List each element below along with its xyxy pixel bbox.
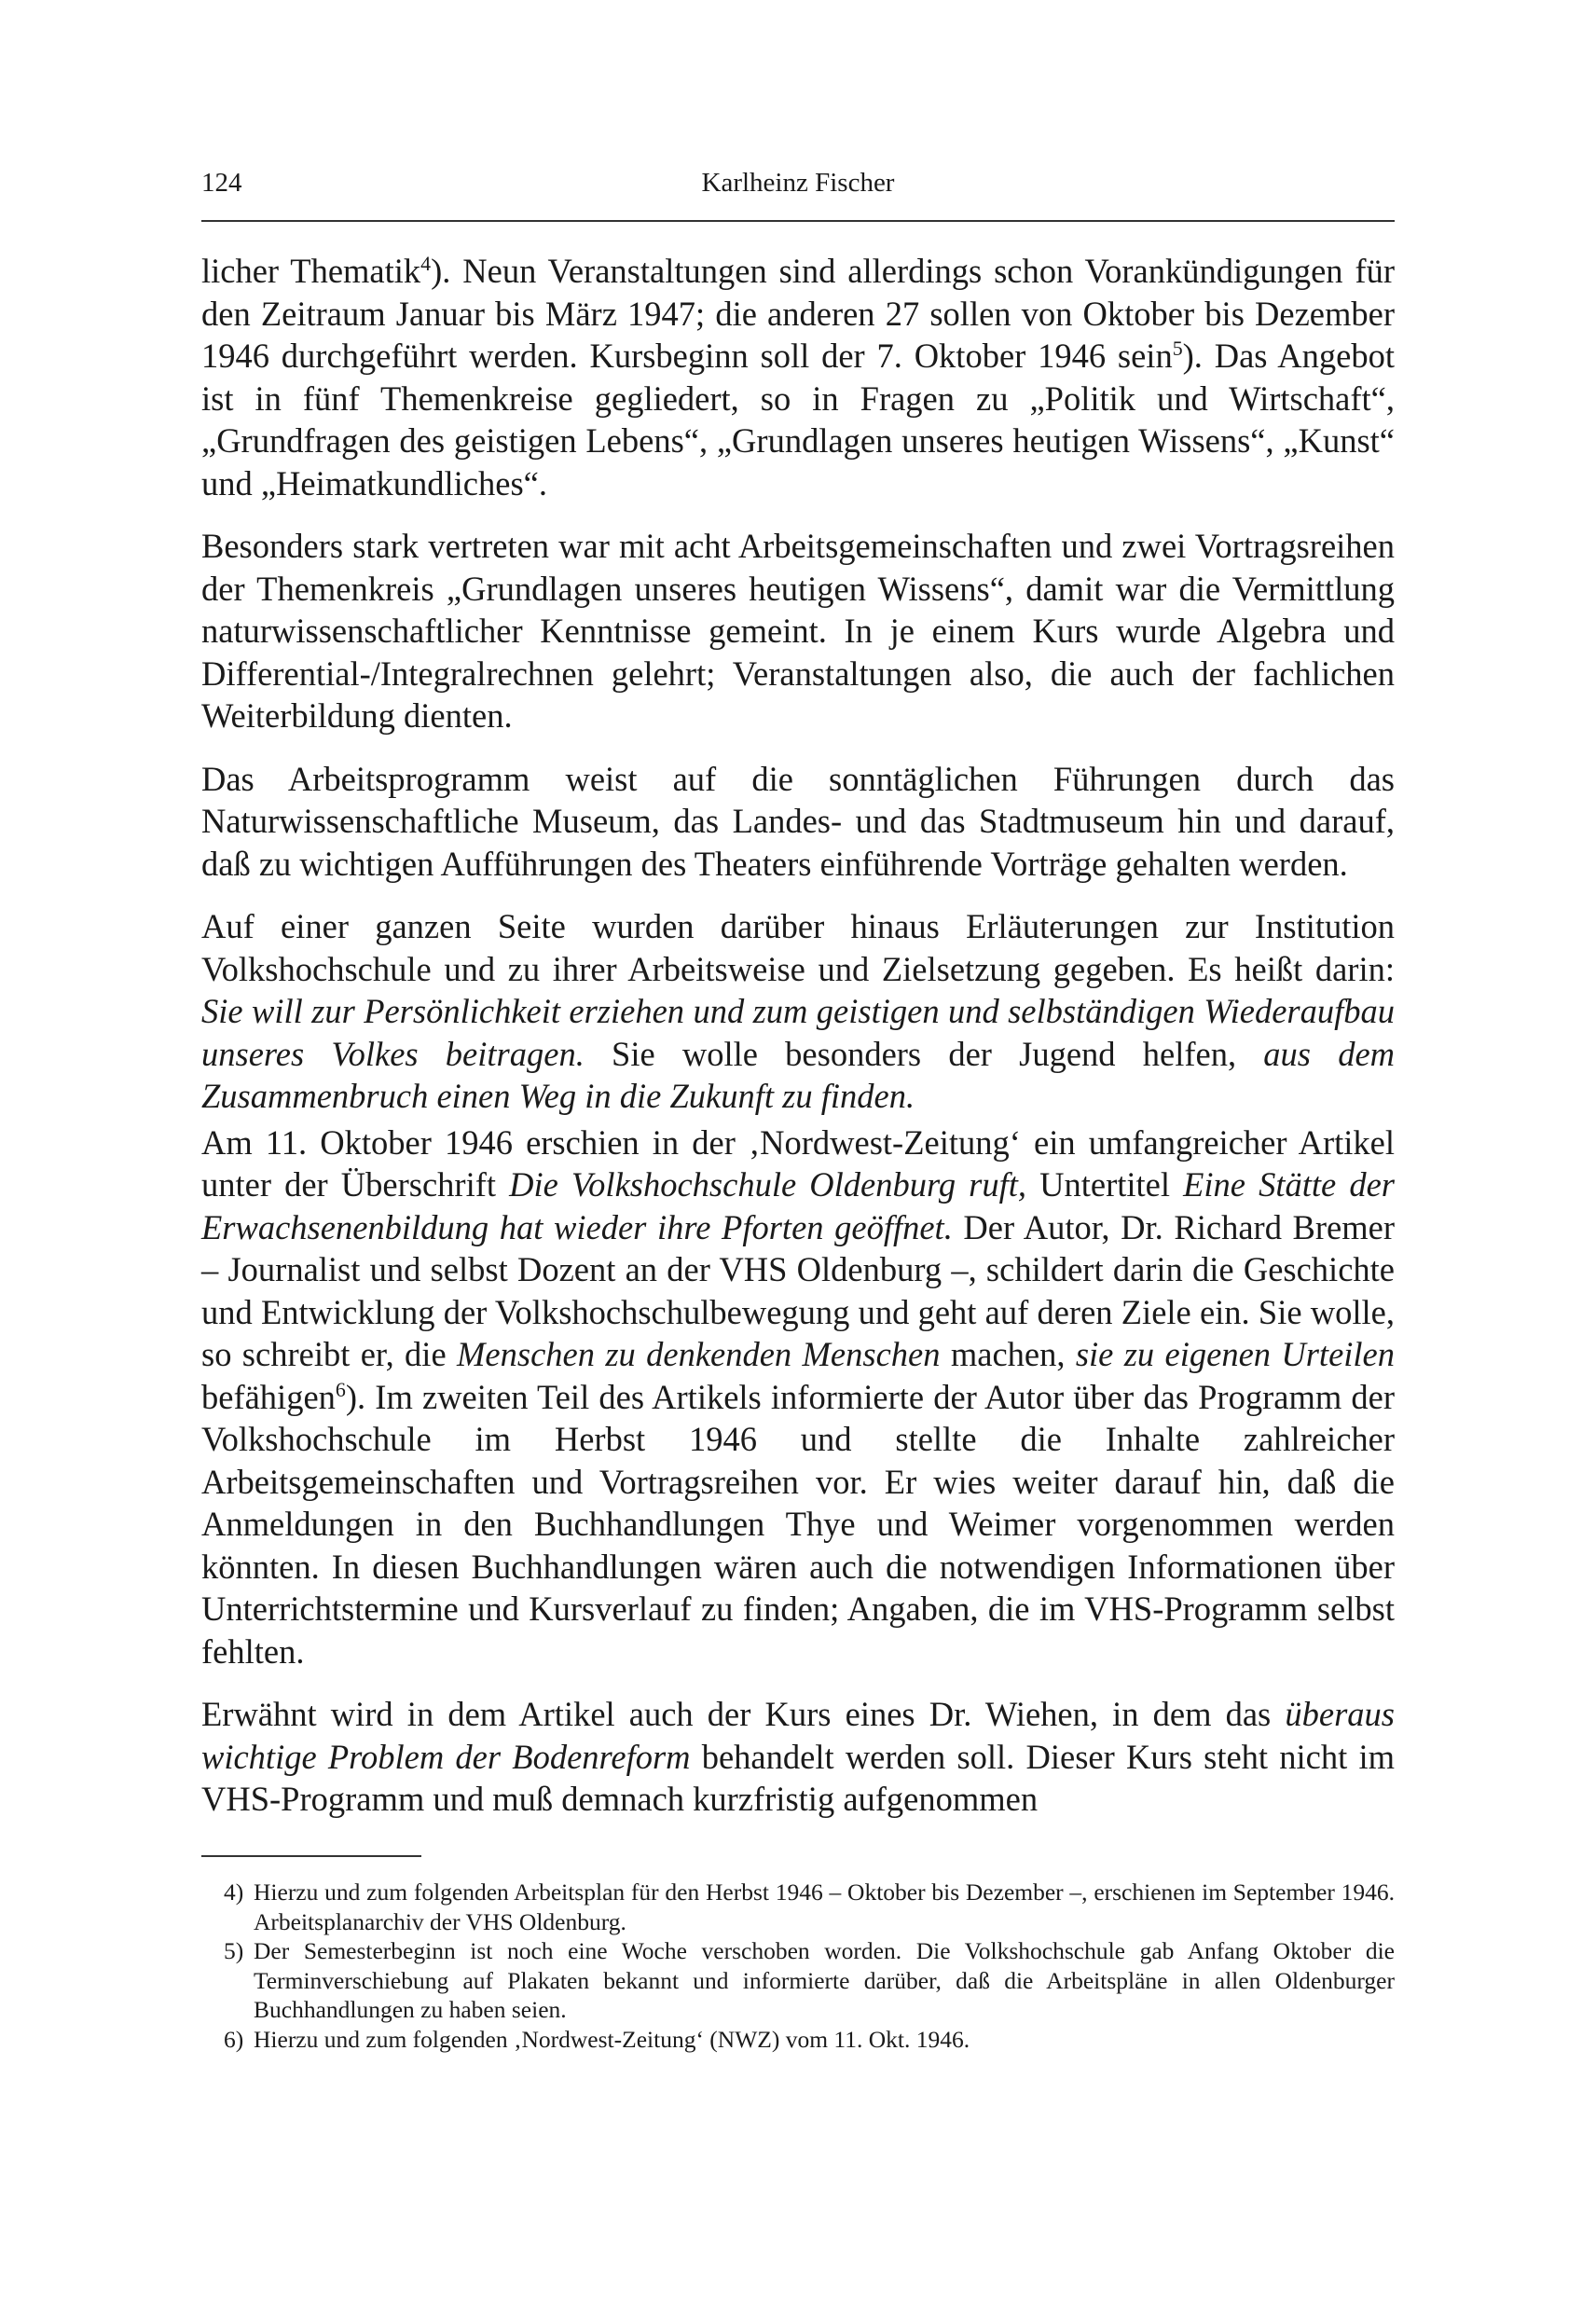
text-run: Der Autor, Dr. Richard Bremer – Journalist und selbst Dozent an der VHS Oldenburg –, schildert darin die Geschichte und Entwicklung der Volkshochschulbewegung und geht auf deren Ziele ein. Sie wolle, so schreibt er, die [201, 1207, 1395, 1373]
text-run: Auf einer ganzen Seite wurden darüber hinaus Erläuterungen zur Institution Volkshochschule und zu ihrer Arbeitsweise und Zielsetzung gegeben. Es heißt darin: [201, 907, 1395, 988]
paragraph-3: Das Arbeitsprogramm weist auf die sonntäglichen Führungen durch das Naturwissenschaftliche Museum, das Landes- und das Stadtmuseum hin und darauf, daß zu wichtigen Aufführungen des Theaters einführende Vorträge gehalten werden. [201, 759, 1395, 883]
quote-italic: Die Volkshochschule Oldenburg ruft, [509, 1165, 1027, 1204]
footnote-ref-6: 6 [335, 1377, 346, 1401]
quote-italic: Menschen zu denkenden Menschen [457, 1335, 941, 1373]
text-run: ). Im zweiten Teil des Artikels informierte der Autor über das Programm der Volkshochschule im Herbst 1946 und stellte die Inhalte zahlreicher Arbeitsgemeinschaften und Vortragsreihen vor. Er wies weiter darauf hin, daß die Anmeldungen in den Buchhandlungen Thye und Weimer vorgenommen werden könnten. In diesen Buchhandlungen wären auch die notwendigen Informationen über Unterrichtstermine und Kursverlauf zu finden; Angaben, die im VHS-Programm selbst fehlten. [201, 1377, 1395, 1671]
text-run: befähigen [201, 1377, 336, 1416]
header-rule [201, 220, 1395, 222]
footnote-4 [201, 1878, 1395, 1936]
footnote-ref-5: 5 [1172, 336, 1183, 360]
text-run: Am 11. Oktober 1946 erschien in der ‚Nordwest-Zeitung‘ ein umfangreicher Artikel unter der Überschrift [201, 1122, 1395, 1204]
text-run: machen, [940, 1335, 1076, 1373]
running-title: Karlheinz Fischer [701, 168, 895, 198]
footnote-rule [201, 1855, 421, 1857]
paragraph-1 [201, 250, 1395, 504]
quote-italic: sie zu eigenen Urteilen [1075, 1335, 1396, 1373]
text-run: ). Das Angebot ist in fünf Themenkreise gegliedert, so in Fragen zu „Politik und Wirtschaft“, „Grundfragen des geistigen Lebens“, „Grundlagen unseres heutigen Wissens“, „Kunst“ und „Heimatkundliches“. [201, 337, 1395, 502]
quote-italic: aus dem Zusammenbruch einen Weg in die Zukunft zu finden. [201, 1034, 1395, 1115]
paragraph-4 [201, 905, 1395, 1118]
footnote-ref-4: 4 [420, 251, 432, 275]
body-text [201, 250, 1395, 1841]
page-number: 124 [201, 168, 242, 198]
footnote-text: Der Semesterbeginn ist noch eine Woche verschoben worden. Die Volkshochschule gab Anfang Oktober die Terminverschiebung auf Plakaten bekannt und informierte darüber, daß die Arbeitspläne in allen Oldenburger Buchhandlungen zu haben seien. [254, 1937, 1395, 2023]
footnote-6 [201, 2025, 1395, 2055]
footnotes [201, 1878, 1395, 2054]
text-run: Erwähnt wird in dem Artikel auch der Kurs eines Dr. Wiehen, in dem das [201, 1695, 1286, 1733]
footnote-5 [201, 1936, 1395, 2025]
text-run: ). Neun Veranstaltungen sind allerdings schon Vorankündigungen für den Zeitraum Januar bis März 1947; die anderen 27 sollen von Oktober bis Dezember 1946 durchgeführt werden. Kursbeginn soll der 7. Oktober 1946 sein [201, 252, 1395, 375]
paragraph-2: Besonders stark vertreten war mit acht Arbeitsgemeinschaften und zwei Vortragsreihen der Themenkreis „Grundlagen unseres heutigen Wissens“, damit war die Vermittlung naturwissenschaftlicher Kenntnisse gemeint. In je einem Kurs wurde Algebra und Differential-/Integralrechnen gelehrt; Veranstaltungen also, die auch der fachlichen Weiterbildung dienten. [201, 527, 1395, 735]
text-run: licher Thematik [201, 252, 421, 290]
quote-italic: überaus wichtige Problem der Bodenreform [201, 1695, 1395, 1776]
footnote-mark: 4) [224, 1878, 244, 1906]
text-run: Sie wolle besonders der Jugend helfen, [584, 1034, 1264, 1073]
text-run: Untertitel [1026, 1165, 1184, 1204]
paragraph-5 [201, 1122, 1395, 1673]
quote-italic: Sie will zur Persönlichkeit erziehen und zum geistigen und selbständigen Wiederaufbau unseres Volkes beitragen. [201, 992, 1395, 1073]
footnote-mark: 6) [224, 2025, 244, 2053]
text-run: behandelt werden soll. Dieser Kurs steht nicht im VHS-Programm und muß demnach kurzfristig aufgenommen [201, 1737, 1395, 1818]
footnote-mark: 5) [224, 1937, 244, 1964]
footnote-text: Hierzu und zum folgenden ‚Nordwest-Zeitung‘ (NWZ) vom 11. Okt. 1946. [254, 2025, 970, 2053]
paragraph-6 [201, 1693, 1395, 1821]
page-header [201, 168, 1395, 213]
quote-italic: Eine Stätte der Erwachsenenbildung hat wieder ihre Pforten geöffnet. [201, 1165, 1395, 1246]
footnote-text: Hierzu und zum folgenden Arbeitsplan für den Herbst 1946 – Oktober bis Dezember –, erschienen im September 1946. Arbeitsplanarchiv der VHS Oldenburg. [254, 1878, 1395, 1935]
